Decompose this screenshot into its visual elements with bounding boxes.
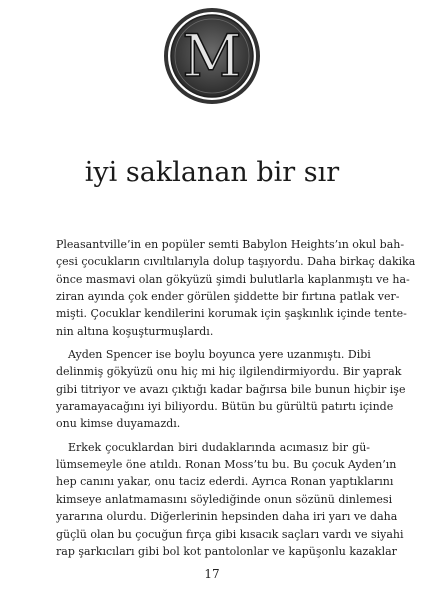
text-line: delinmiş gökyüzü onu hiç mi hiç ilgilendirmiyordu. Bir yaprak xyxy=(56,365,402,379)
paragraph-1 xyxy=(56,236,416,340)
text-line: Erkek çocuklardan biri dudaklarında acımasız bir gü- xyxy=(68,440,370,454)
text-line: yararına olurdu. Diğerlerinin hepsinden daha iri yarı ve daha xyxy=(56,510,398,524)
text-line: Ayden Spencer ise boylu boyunca yere uzanmıştı. Dibi xyxy=(68,348,371,362)
text-line: Pleasantville’in en popüler semti Babylon Heights’ın okul bah- xyxy=(56,238,405,251)
text-line: ziran ayında çok ender görülen şiddette bir fırtına patlak ver- xyxy=(56,290,400,304)
chapter-title: iyi saklanan bir sır xyxy=(84,157,340,188)
text-line: rap şarkıcıları gibi bol kot pantolonlar ve kapüşonlu kazaklar xyxy=(56,544,397,558)
paragraph-2 xyxy=(56,346,406,433)
text-line: mişti. Çocuklar kendilerini korumak için şaşkınlık içinde tente- xyxy=(56,307,407,321)
text-line: çesi çocukların cıvıltılarıyla dolup taşıyordu. Daha birkaç dakika xyxy=(56,255,416,269)
text-line: önce masmavi olan gökyüzü şimdi bulutlarla kaplanmıştı ve ha- xyxy=(56,272,410,286)
text-line: lümsemeyle öne atıldı. Ronan Moss’tu bu. Bu çocuk Ayden’ın xyxy=(56,458,397,472)
paragraph-3 xyxy=(56,439,404,560)
text-line: kimseye anlatmamasını söylediğinde onun sözünü dinlemesi xyxy=(56,492,393,506)
page-number: 17 xyxy=(204,567,220,581)
chapter-emblem-icon xyxy=(162,6,262,106)
body-text xyxy=(56,236,416,560)
emblem-letter: M xyxy=(182,22,242,90)
text-line: hep canını yakar, onu taciz ederdi. Ayrıca Ronan yaptıklarını xyxy=(56,475,394,489)
text-line: güçlü olan bu çocuğun fırça gibi kısacık saçları vardı ve siyahi xyxy=(56,527,404,541)
text-line: yaramayacağını iyi biliyordu. Bütün bu gürültü patırtı içinde xyxy=(56,400,394,414)
text-line: gibi titriyor ve avazı çıktığı kadar bağırsa bile bunun hiçbir işe xyxy=(56,382,406,396)
text-line: nin altına koşuşturmuşlardı. xyxy=(56,324,214,338)
text-line: onu kimse duyamazdı. xyxy=(56,417,181,431)
